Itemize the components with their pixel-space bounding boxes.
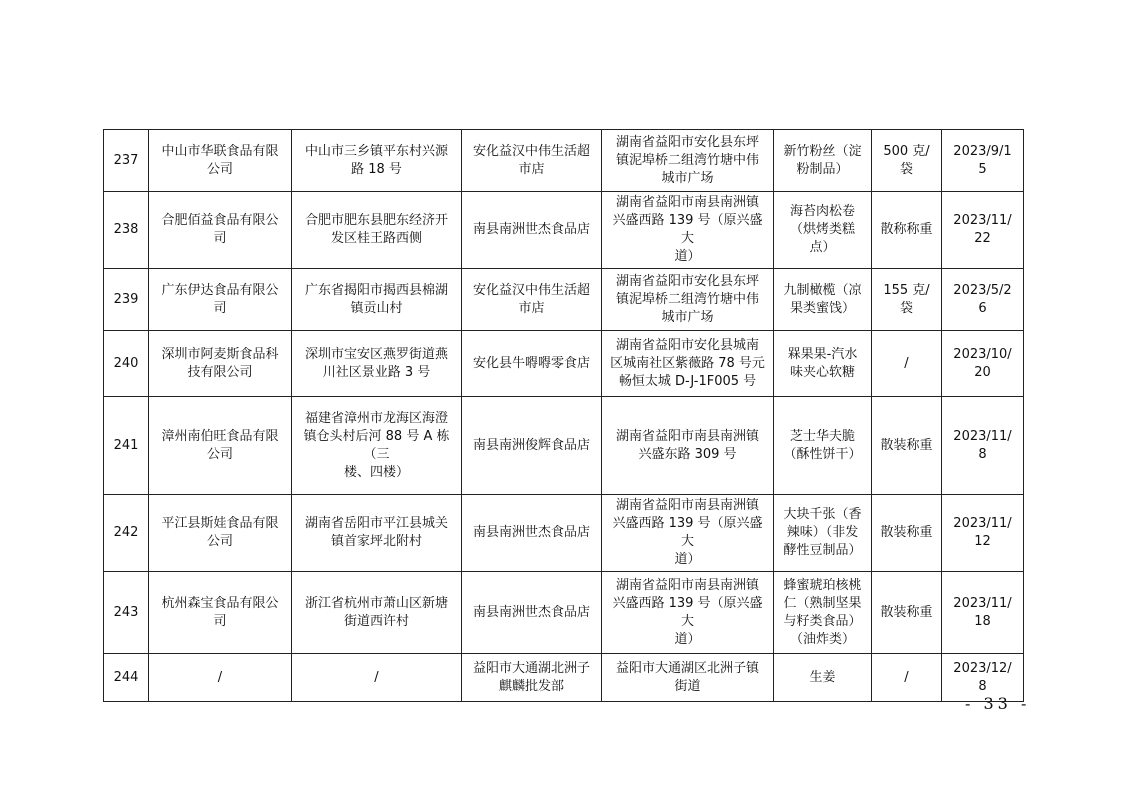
row-number: 237: [104, 130, 149, 192]
product-spec: /: [872, 654, 942, 702]
row-number: 241: [104, 397, 149, 495]
production-date: 2023/11/12: [942, 495, 1024, 572]
production-date: 2023/12/8: [942, 654, 1024, 702]
food-inspection-table: [103, 129, 1024, 702]
seller-name: 益阳市大通湖北洲子 麒麟批发部: [462, 654, 602, 702]
seller-address: 湖南省益阳市南县南洲镇 兴盛西路 139 号（原兴盛大 道）: [602, 495, 774, 572]
table-body: [104, 130, 1024, 702]
table-row: [104, 269, 1024, 331]
product-spec: 500 克/袋: [872, 130, 942, 192]
row-number: 244: [104, 654, 149, 702]
product-spec: /: [872, 331, 942, 397]
seller-name: 南县南洲俊辉食品店: [462, 397, 602, 495]
row-number: 240: [104, 331, 149, 397]
seller-address: 湖南省益阳市南县南洲镇 兴盛西路 139 号（原兴盛大 道）: [602, 572, 774, 654]
producer-address: 合肥市肥东县肥东经济开 发区桂王路西侧: [292, 192, 462, 269]
seller-name: 南县南洲世杰食品店: [462, 572, 602, 654]
product-name: 新竹粉丝（淀 粉制品）: [774, 130, 872, 192]
row-number: 239: [104, 269, 149, 331]
row-number: 242: [104, 495, 149, 572]
table-row: [104, 331, 1024, 397]
seller-address: 湖南省益阳市安化县东坪 镇泥埠桥二组湾竹塘中伟 城市广场: [602, 130, 774, 192]
product-name: 槑果果-汽水 味夹心软糖: [774, 331, 872, 397]
seller-name: 南县南洲世杰食品店: [462, 495, 602, 572]
table-row: [104, 130, 1024, 192]
product-name: 芝士华夫脆 （酥性饼干）: [774, 397, 872, 495]
producer-name: 广东伊达食品有限公 司: [149, 269, 292, 331]
seller-address: 湖南省益阳市安化县城南 区城南社区紫薇路 78 号元 畅恒太城 D-J-1F005 号: [602, 331, 774, 397]
table-row: [104, 397, 1024, 495]
page-number: - 33 -: [965, 694, 1031, 713]
product-spec: 散装称重: [872, 495, 942, 572]
product-name: 海苔肉松卷 （烘烤类糕 点）: [774, 192, 872, 269]
production-date: 2023/10/20: [942, 331, 1024, 397]
production-date: 2023/5/26: [942, 269, 1024, 331]
producer-name: /: [149, 654, 292, 702]
product-name: 九制橄榄（凉 果类蜜饯）: [774, 269, 872, 331]
seller-name: 安化县牛嘚嘚零食店: [462, 331, 602, 397]
seller-name: 安化益汉中伟生活超 市店: [462, 269, 602, 331]
product-name: 大块千张（香 辣味）（非发 酵性豆制品）: [774, 495, 872, 572]
table-row: [104, 192, 1024, 269]
producer-address: 广东省揭阳市揭西县棉湖 镇贡山村: [292, 269, 462, 331]
seller-name: 南县南洲世杰食品店: [462, 192, 602, 269]
producer-name: 杭州森宝食品有限公 司: [149, 572, 292, 654]
seller-address: 湖南省益阳市安化县东坪 镇泥埠桥二组湾竹塘中伟 城市广场: [602, 269, 774, 331]
table-row: [104, 572, 1024, 654]
row-number: 238: [104, 192, 149, 269]
seller-address: 湖南省益阳市南县南洲镇 兴盛东路 309 号: [602, 397, 774, 495]
table-row: [104, 495, 1024, 572]
product-spec: 155 克/袋: [872, 269, 942, 331]
production-date: 2023/11/8: [942, 397, 1024, 495]
seller-address: 湖南省益阳市南县南洲镇 兴盛西路 139 号（原兴盛大 道）: [602, 192, 774, 269]
product-spec: 散装称重: [872, 572, 942, 654]
product-spec: 散装称重: [872, 397, 942, 495]
seller-address: 益阳市大通湖区北洲子镇 街道: [602, 654, 774, 702]
table-row: [104, 654, 1024, 702]
product-spec: 散称称重: [872, 192, 942, 269]
producer-name: 漳州南伯旺食品有限 公司: [149, 397, 292, 495]
producer-address: 福建省漳州市龙海区海澄 镇仓头村后河 88 号 A 栋（三 楼、四楼）: [292, 397, 462, 495]
producer-address: 深圳市宝安区燕罗街道燕 川社区景业路 3 号: [292, 331, 462, 397]
production-date: 2023/11/18: [942, 572, 1024, 654]
seller-name: 安化益汉中伟生活超 市店: [462, 130, 602, 192]
producer-address: 湖南省岳阳市平江县城关 镇首家坪北附村: [292, 495, 462, 572]
producer-name: 平江县斯娃食品有限 公司: [149, 495, 292, 572]
producer-name: 中山市华联食品有限 公司: [149, 130, 292, 192]
product-name: 生姜: [774, 654, 872, 702]
producer-name: 合肥佰益食品有限公 司: [149, 192, 292, 269]
producer-address: 浙江省杭州市萧山区新塘 街道西许村: [292, 572, 462, 654]
producer-address: 中山市三乡镇平东村兴源 路 18 号: [292, 130, 462, 192]
row-number: 243: [104, 572, 149, 654]
production-date: 2023/9/15: [942, 130, 1024, 192]
product-name: 蜂蜜琥珀核桃 仁（熟制坚果 与籽类食品） （油炸类）: [774, 572, 872, 654]
producer-name: 深圳市阿麦斯食品科 技有限公司: [149, 331, 292, 397]
production-date: 2023/11/22: [942, 192, 1024, 269]
producer-address: /: [292, 654, 462, 702]
